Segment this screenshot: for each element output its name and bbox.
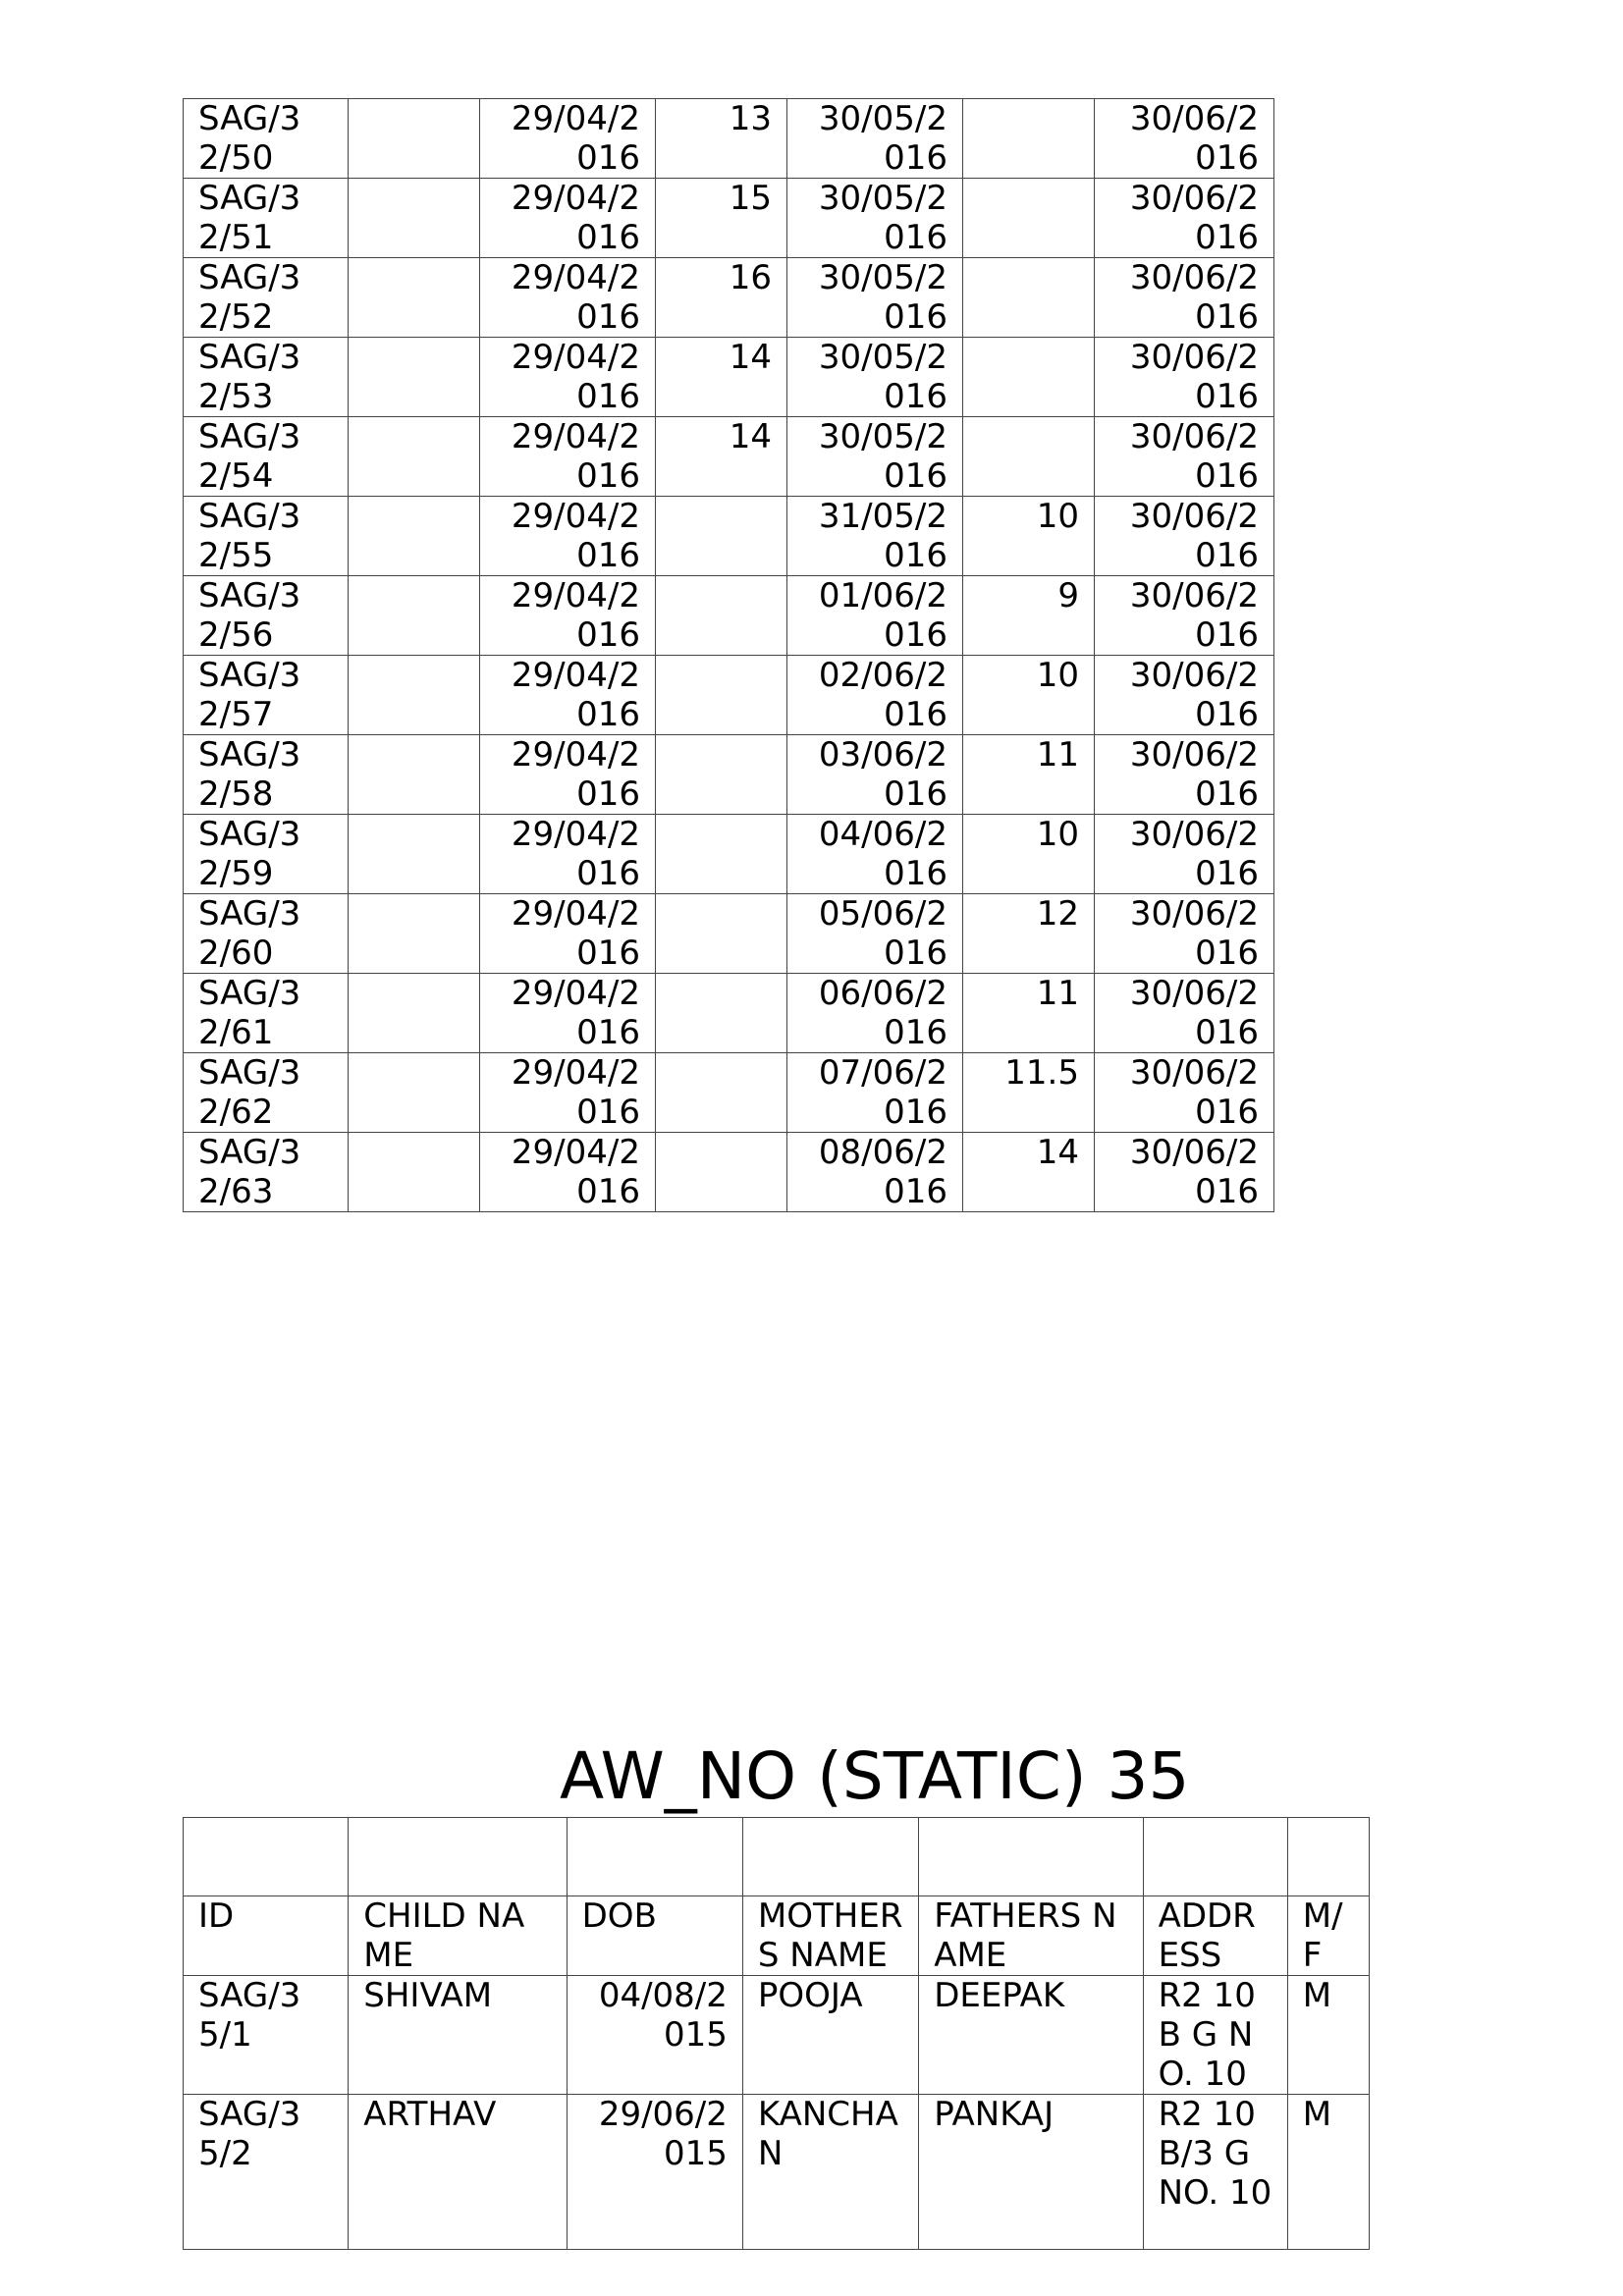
cell-value-2: 10 [963, 815, 1095, 894]
cell-blank [349, 656, 480, 735]
blank-cell [919, 1818, 1143, 1896]
cell-date-2: 03/06/2016 [787, 735, 963, 815]
cell-address: R2 10B G NO. 10 [1143, 1976, 1287, 2095]
cell-blank [349, 1133, 480, 1212]
table-row [184, 656, 1274, 735]
cell-date-3: 30/06/2016 [1095, 417, 1274, 497]
cell-date-2: 30/05/2016 [787, 417, 963, 497]
cell-blank [349, 735, 480, 815]
cell-date-1: 29/04/2016 [480, 894, 656, 974]
child-register-table [183, 1817, 1370, 2250]
cell-id: SAG/35/1 [184, 1976, 349, 2095]
cell-blank [349, 338, 480, 417]
table-row [184, 258, 1274, 338]
cell-value-1 [656, 974, 787, 1053]
cell-id: SAG/32/55 [184, 497, 349, 576]
cell-gender: M [1287, 2095, 1369, 2250]
cell-value-1 [656, 1053, 787, 1133]
cell-date-1: 29/04/2016 [480, 815, 656, 894]
cell-value-2 [963, 179, 1095, 258]
cell-date-2: 07/06/2016 [787, 1053, 963, 1133]
cell-date-1: 29/04/2016 [480, 735, 656, 815]
cell-id: SAG/32/58 [184, 735, 349, 815]
cell-date-3: 30/06/2016 [1095, 99, 1274, 179]
cell-value-2: 12 [963, 894, 1095, 974]
header-gender: M/F [1287, 1896, 1369, 1976]
cell-date-3: 30/06/2016 [1095, 338, 1274, 417]
cell-date-3: 30/06/2016 [1095, 179, 1274, 258]
cell-date-2: 06/06/2016 [787, 974, 963, 1053]
cell-date-2: 05/06/2016 [787, 894, 963, 974]
cell-dob: 04/08/2015 [567, 1976, 742, 2095]
cell-date-3: 30/06/2016 [1095, 1053, 1274, 1133]
blank-cell [567, 1818, 742, 1896]
table-row [184, 417, 1274, 497]
cell-value-1 [656, 497, 787, 576]
cell-date-1: 29/04/2016 [480, 417, 656, 497]
cell-blank [349, 815, 480, 894]
cell-blank [349, 974, 480, 1053]
table-row [184, 974, 1274, 1053]
cell-date-2: 04/06/2016 [787, 815, 963, 894]
table-row [184, 179, 1274, 258]
cell-value-2: 10 [963, 656, 1095, 735]
cell-date-1: 29/04/2016 [480, 576, 656, 656]
cell-blank [349, 179, 480, 258]
blank-cell [1143, 1818, 1287, 1896]
cell-date-1: 29/04/2016 [480, 99, 656, 179]
cell-value-2: 10 [963, 497, 1095, 576]
cell-id: SAG/32/57 [184, 656, 349, 735]
blank-cell [1287, 1818, 1369, 1896]
cell-date-1: 29/04/2016 [480, 338, 656, 417]
cell-value-2 [963, 99, 1095, 179]
cell-date-2: 02/06/2016 [787, 656, 963, 735]
cell-value-1 [656, 1133, 787, 1212]
cell-date-3: 30/06/2016 [1095, 656, 1274, 735]
cell-value-2: 11 [963, 974, 1095, 1053]
header-address: ADDRESS [1143, 1896, 1287, 1976]
table-row [184, 1053, 1274, 1133]
table-row [184, 1133, 1274, 1212]
header-row [184, 1896, 1370, 1976]
cell-value-2 [963, 417, 1095, 497]
cell-date-3: 30/06/2016 [1095, 258, 1274, 338]
cell-value-1 [656, 815, 787, 894]
header-id: ID [184, 1896, 349, 1976]
cell-id: SAG/32/61 [184, 974, 349, 1053]
cell-id: SAG/32/53 [184, 338, 349, 417]
cell-date-1: 29/04/2016 [480, 974, 656, 1053]
cell-id: SAG/32/50 [184, 99, 349, 179]
table-row [184, 1976, 1370, 2095]
cell-blank [349, 258, 480, 338]
cell-date-3: 30/06/2016 [1095, 815, 1274, 894]
table-row [184, 338, 1274, 417]
cell-date-3: 30/06/2016 [1095, 735, 1274, 815]
cell-date-2: 30/05/2016 [787, 338, 963, 417]
cell-value-1: 14 [656, 338, 787, 417]
cell-value-2: 14 [963, 1133, 1095, 1212]
cell-id: SAG/32/52 [184, 258, 349, 338]
cell-mothers-name: KANCHAN [742, 2095, 918, 2250]
cell-date-3: 30/06/2016 [1095, 974, 1274, 1053]
cell-child-name: SHIVAM [349, 1976, 567, 2095]
cell-blank [349, 894, 480, 974]
cell-value-2 [963, 338, 1095, 417]
cell-date-3: 30/06/2016 [1095, 1133, 1274, 1212]
cell-date-1: 29/04/2016 [480, 497, 656, 576]
cell-id: SAG/32/51 [184, 179, 349, 258]
cell-value-1: 15 [656, 179, 787, 258]
data-table-upper [183, 98, 1274, 1212]
cell-id: SAG/32/60 [184, 894, 349, 974]
cell-address: R2 10B/3 G NO. 10 [1143, 2095, 1287, 2250]
cell-id: SAG/32/63 [184, 1133, 349, 1212]
cell-blank [349, 1053, 480, 1133]
cell-blank [349, 497, 480, 576]
table-row [184, 815, 1274, 894]
blank-cell [184, 1818, 349, 1896]
table-row [184, 99, 1274, 179]
cell-date-1: 29/04/2016 [480, 656, 656, 735]
cell-date-1: 29/04/2016 [480, 1053, 656, 1133]
header-fathers-name: FATHERS NAME [919, 1896, 1143, 1976]
blank-cell [742, 1818, 918, 1896]
cell-date-2: 31/05/2016 [787, 497, 963, 576]
cell-value-1 [656, 894, 787, 974]
table-row [184, 735, 1274, 815]
cell-date-3: 30/06/2016 [1095, 497, 1274, 576]
section-heading: AW_NO (STATIC) 35 [560, 1738, 1190, 1814]
cell-value-1: 13 [656, 99, 787, 179]
table-row [184, 2095, 1370, 2250]
cell-date-1: 29/04/2016 [480, 258, 656, 338]
cell-date-2: 08/06/2016 [787, 1133, 963, 1212]
cell-date-3: 30/06/2016 [1095, 576, 1274, 656]
cell-date-3: 30/06/2016 [1095, 894, 1274, 974]
cell-blank [349, 576, 480, 656]
cell-fathers-name: DEEPAK [919, 1976, 1143, 2095]
cell-id: SAG/35/2 [184, 2095, 349, 2250]
cell-id: SAG/32/56 [184, 576, 349, 656]
header-mothers-name: MOTHERS NAME [742, 1896, 918, 1976]
cell-id: SAG/32/62 [184, 1053, 349, 1133]
cell-child-name: ARTHAV [349, 2095, 567, 2250]
cell-dob: 29/06/2015 [567, 2095, 742, 2250]
cell-date-2: 30/05/2016 [787, 179, 963, 258]
header-child-name: CHILD NAME [349, 1896, 567, 1976]
cell-blank [349, 99, 480, 179]
cell-value-2: 9 [963, 576, 1095, 656]
cell-value-1 [656, 735, 787, 815]
header-dob: DOB [567, 1896, 742, 1976]
cell-value-1: 14 [656, 417, 787, 497]
cell-value-1: 16 [656, 258, 787, 338]
cell-mothers-name: POOJA [742, 1976, 918, 2095]
table-row [184, 497, 1274, 576]
cell-blank [349, 417, 480, 497]
cell-fathers-name: PANKAJ [919, 2095, 1143, 2250]
cell-date-1: 29/04/2016 [480, 179, 656, 258]
cell-date-1: 29/04/2016 [480, 1133, 656, 1212]
blank-cell [349, 1818, 567, 1896]
cell-value-2 [963, 258, 1095, 338]
cell-value-1 [656, 576, 787, 656]
table-row [184, 576, 1274, 656]
cell-date-2: 30/05/2016 [787, 99, 963, 179]
blank-row [184, 1818, 1370, 1896]
cell-date-2: 01/06/2016 [787, 576, 963, 656]
cell-id: SAG/32/59 [184, 815, 349, 894]
cell-id: SAG/32/54 [184, 417, 349, 497]
cell-value-1 [656, 656, 787, 735]
cell-date-2: 30/05/2016 [787, 258, 963, 338]
cell-value-2: 11.5 [963, 1053, 1095, 1133]
cell-gender: M [1287, 1976, 1369, 2095]
cell-value-2: 11 [963, 735, 1095, 815]
table-row [184, 894, 1274, 974]
